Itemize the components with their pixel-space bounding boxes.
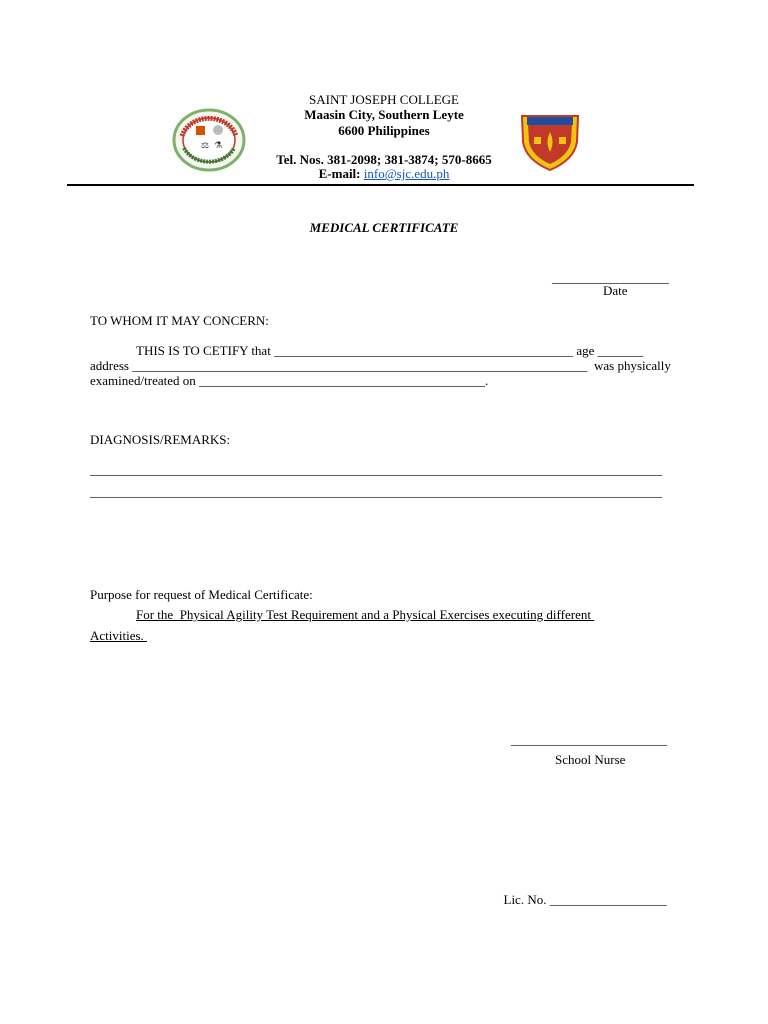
license-label: Lic. No.	[503, 892, 547, 907]
date-label: Date	[603, 283, 628, 298]
date-blank: __________________	[552, 270, 669, 285]
address-line-1: Maasin City, Southern Leyte	[304, 107, 464, 122]
email-link[interactable]: info@sjc.edu.ph	[363, 166, 450, 181]
signature-blank: ________________________	[511, 732, 667, 747]
purpose-text-line-2: Activities.	[90, 628, 148, 643]
svg-text:⚖: ⚖	[201, 141, 210, 151]
certify-line-2-status: was physically	[594, 358, 671, 373]
school-name: SAINT JOSEPH COLLEGE	[309, 92, 459, 107]
document-title: MEDICAL CERTIFICATE	[309, 220, 459, 235]
license-line	[497, 876, 667, 908]
license-blank: __________________	[549, 892, 667, 907]
certify-line-1: THIS IS TO CETIFY that ______________________________________________ age _______	[136, 343, 644, 358]
diagnosis-label: DIAGNOSIS/REMARKS:	[90, 432, 231, 447]
purpose-text-line-1: For the Physical Agility Test Requirement and a Physical Exercises executing different	[136, 607, 595, 622]
signature-label: School Nurse	[555, 752, 626, 767]
diagnosis-line-1: ________________________________________________________________________________________	[90, 462, 662, 477]
header-divider	[67, 184, 694, 186]
certify-line-3: examined/treated on ____________________________________________.	[90, 373, 489, 388]
certify-line-2-address: address ______________________________________________________________________	[90, 358, 588, 373]
diagnosis-line-2: ________________________________________________________________________________________	[90, 484, 662, 499]
address-line-2: 6600 Philippines	[338, 123, 430, 138]
svg-text:⚗: ⚗	[214, 141, 223, 151]
email-label: E-mail:	[318, 166, 361, 181]
telephone-numbers: Tel. Nos. 381-2098; 381-3874; 570-8665	[276, 152, 492, 167]
salutation: TO WHOM IT MAY CONCERN:	[90, 313, 269, 328]
purpose-label: Purpose for request of Medical Certificate:	[90, 587, 313, 602]
email-line	[234, 166, 534, 182]
